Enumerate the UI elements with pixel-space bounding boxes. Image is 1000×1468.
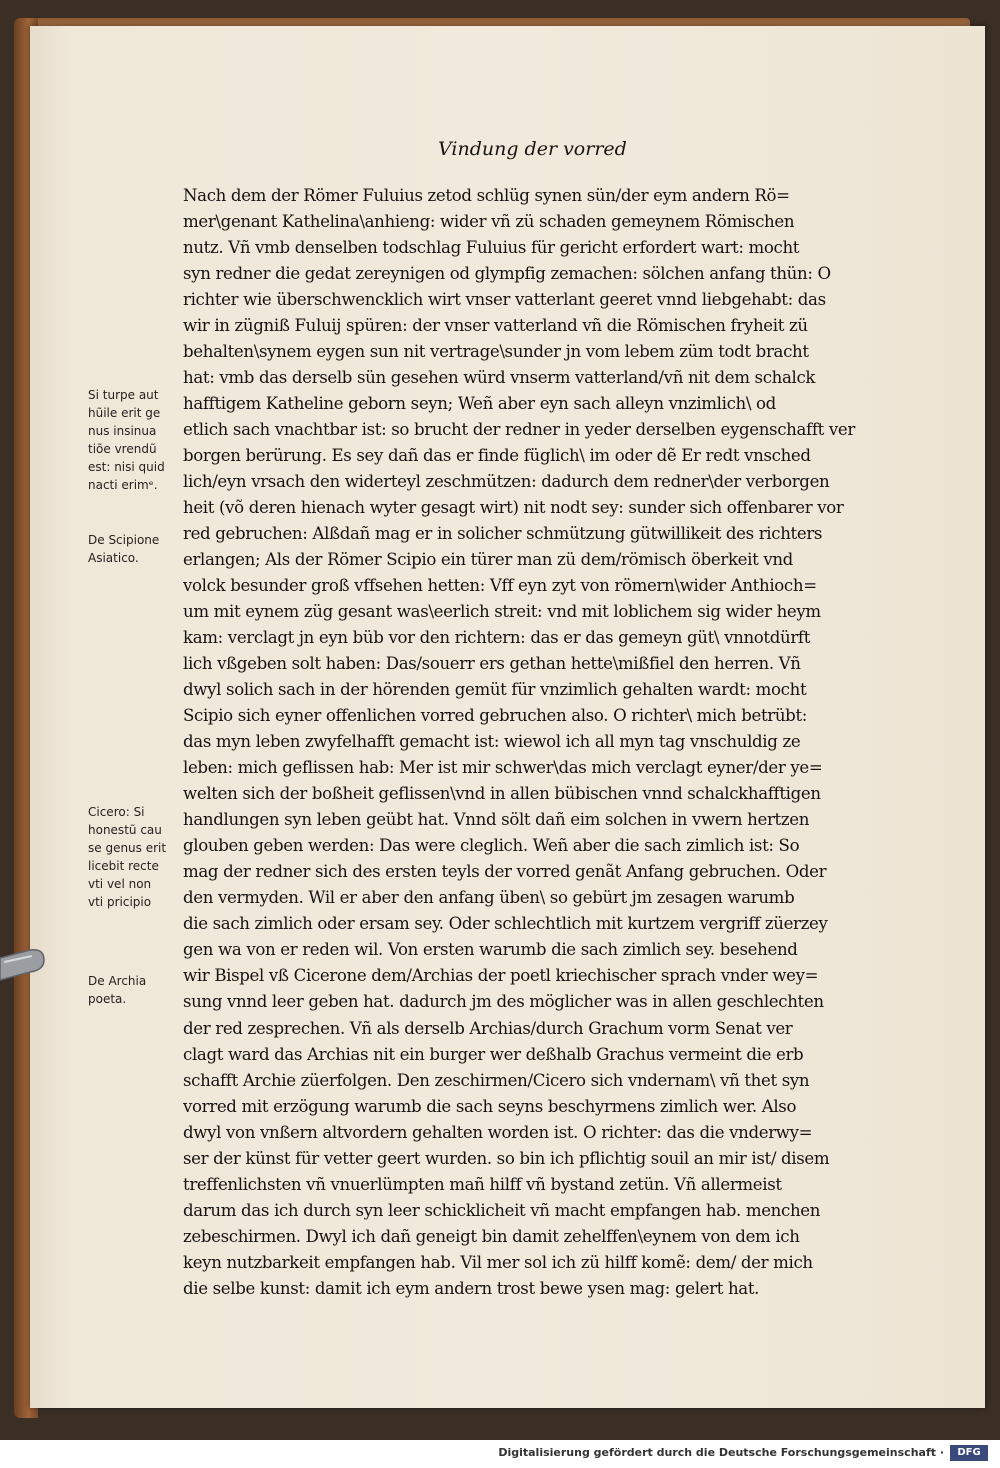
marginal-line: hũile erit ge <box>88 406 161 420</box>
text-line: den vermyden. Wil er aber den anfang üben\ so gebürt jm zesagen warumb <box>183 888 795 908</box>
marginal-line: tiõe vrendũ <box>88 442 157 456</box>
text-line: dwyl von vnßern altvordern gehalten worden ist. O richter: das die vnderwy= <box>183 1122 813 1142</box>
text-line: schafft Archie züerfolgen. Den zeschirmen/Cicero sich vndernam\ vñ thet syn <box>183 1070 810 1090</box>
marginal-line: nacti erimᵉ. <box>88 478 158 492</box>
text-line: heit (võ deren hienach wyter gesagt wirt) nit nodt sey: sunder sich offenbarer vor <box>183 498 844 518</box>
text-line: etlich sach vnachtbar ist: so brucht der redner in yeder derselben eygenschafft ver <box>183 420 855 440</box>
text-line: lich/eyn vrsach den widerteyl zeschmützen: dadurch dem redner\der verborgen <box>183 472 830 492</box>
marginal-line: poeta. <box>88 992 127 1006</box>
text-line: die sach zimlich oder ersam sey. Oder schlechtlich mit kurtzem vergriff züerzey <box>183 914 828 934</box>
page-clip-icon <box>0 946 46 986</box>
marginal-line: vti pricipio <box>88 895 152 909</box>
marginal-line: licebit recte <box>88 859 159 873</box>
text-line: borgen berürung. Es sey dañ das er finde füglich\ im oder dẽ Er redt vnsched <box>183 446 811 466</box>
text-line: behalten\synem eygen sun nit vertrage\sunder jn vom lebem züm todt bracht <box>183 342 809 362</box>
text-line: syn redner die gedat zereynigen od glympfig zemachen: sölchen anfang thün: O <box>183 264 831 284</box>
text-line: handlungen syn leben geübt hat. Vnnd sölt dañ eim solchen in vwern hertzen <box>183 810 810 830</box>
text-line: vorred mit erzögung warumb die sach seyns beschyrmens zimlich wer. Also <box>183 1096 797 1116</box>
text-line: Nach dem der Römer Fuluius zetod schlüg synen sün/der eym andern Rö= <box>183 186 790 205</box>
marginal-line: nus insinua <box>88 424 157 438</box>
text-line: das myn leben zwyfelhafft gemacht ist: wiewol ich all myn tag vnschuldig ze <box>183 732 801 752</box>
text-line: nutz. Vñ vmb denselben todschlag Fuluius für gericht erfordert wart: mocht <box>183 238 800 258</box>
text-line: keyn nutzbarkeit empfangen hab. Vil mer sol ich zü hilff komẽ: dem/ der mich <box>183 1252 813 1272</box>
marginal-line: honestũ cau <box>88 823 162 837</box>
text-line: dwyl solich sach in der hörenden gemüt für vnzimlich gehalten wardt: mocht <box>183 680 807 700</box>
text-line: lich vßgeben solt haben: Das/souerr ers gethan hette\mißfiel den herren. Vñ <box>183 654 801 674</box>
text-line: erlangen; Als der Römer Scipio ein türer man zü dem/römisch öberkeit vnd <box>183 550 793 570</box>
footer-credit: Digitalisierung gefördert durch die Deutsche Forschungsgemeinschaft · <box>498 1446 944 1459</box>
text-line: clagt ward das Archias nit ein burger wer deßhalb Grachus vermeint die erb <box>183 1044 804 1064</box>
marginal-note-turpe <box>88 386 184 494</box>
text-line: ser der künst für vetter geert wurden. so bin ich pflichtig souil an mir ist/ disem <box>183 1148 830 1168</box>
text-line: die selbe kunst: damit ich eym andern trost bewe ysen mag: gelert hat. <box>183 1278 760 1298</box>
marginal-line: est: nisi quid <box>88 460 165 474</box>
text-line: wir in zügniß Fuluij spüren: der vnser vatterland vñ die Römischen fryheit zü <box>183 316 808 336</box>
marginal-note-cicero <box>88 803 184 911</box>
text-line: welten sich der boßheit geflissen\vnd in allen bübischen vnnd schalckhafftigen <box>183 784 821 804</box>
text-line: red gebruchen: Alßdañ mag er in solicher schmützung gütwillikeit des richters <box>183 524 823 544</box>
marginal-line: Asiatico. <box>88 551 139 565</box>
footer-bar <box>0 1440 1000 1468</box>
marginal-note-archia <box>88 972 184 1008</box>
marginal-line: se genus erit <box>88 841 167 855</box>
text-line: richter wie überschwencklich wirt vnser vatterlant geeret vnnd liebgehabt: das <box>183 290 826 310</box>
text-line: mer\genant Kathelina\anhieng: wider vñ zü schaden gemeynem Römischen <box>183 212 795 232</box>
text-line: zebeschirmen. Dwyl ich dañ geneigt bin damit zehelffen\eynem von dem ich <box>183 1226 800 1246</box>
text-line: der red zesprechen. Vñ als derselb Archias/durch Grachum vorm Senat ver <box>183 1018 793 1038</box>
marginal-line: Cicero: Si <box>88 805 145 819</box>
text-line: darum das ich durch syn leer schicklicheit vñ macht empfangen hab. menchen <box>183 1200 821 1220</box>
marginal-line: vti vel non <box>88 877 152 891</box>
text-line: treffenlichsten vñ vnuerlümpten mañ hilff vñ bystand zetün. Vñ allermeist <box>183 1174 782 1194</box>
marginal-line: De Archia <box>88 974 147 988</box>
marginal-line: Si turpe aut <box>88 388 159 402</box>
text-line: hat: vmb das derselb sün gesehen würd vnserm vatterland/vñ nit dem schalck <box>183 368 816 388</box>
text-line: glouben geben werden: Das were cleglich. Weñ aber die sach zimlich ist: So <box>183 836 800 856</box>
marginal-note-scipione <box>88 531 184 567</box>
text-line: hafftigem Katheline geborn seyn; Weñ aber eyn sach alleyn vnzimlich\ od <box>183 394 776 414</box>
text-line: wir Bispel vß Cicerone dem/Archias der poetl kriechischer sprach vnder wey= <box>183 966 819 986</box>
running-head: Vindung der vorred <box>438 138 627 160</box>
text-line: mag der redner sich des ersten teyls der vorred genãt Anfang gebruchen. Oder <box>183 862 827 882</box>
text-line: Scipio sich eyner offenlichen vorred gebruchen also. O richter\ mich betrübt: <box>183 706 808 726</box>
marginal-line: De Scipione <box>88 533 160 547</box>
text-line: sung vnnd leer geben hat. dadurch jm des möglicher was in allen geschlechten <box>183 992 824 1012</box>
dfg-logo: DFG <box>950 1445 988 1461</box>
text-line: volck besunder groß vffsehen hetten: Vff eyn zyt von römern\wider Anthioch= <box>183 576 817 596</box>
text-line: um mit eynem züg gesant was\eerlich streit: vnd mit loblichem sig wider heym <box>183 602 821 622</box>
text-line: gen wa von er reden wil. Von ersten warumb die sach zimlich sey. besehend <box>183 940 798 960</box>
body-text <box>183 183 873 1302</box>
text-line: leben: mich geflissen hab: Mer ist mir schwer\das mich verclagt eyner/der ye= <box>183 758 823 778</box>
text-line: kam: verclagt jn eyn büb vor den richtern: das er das gemeyn güt\ vnnotdürft <box>183 628 811 648</box>
